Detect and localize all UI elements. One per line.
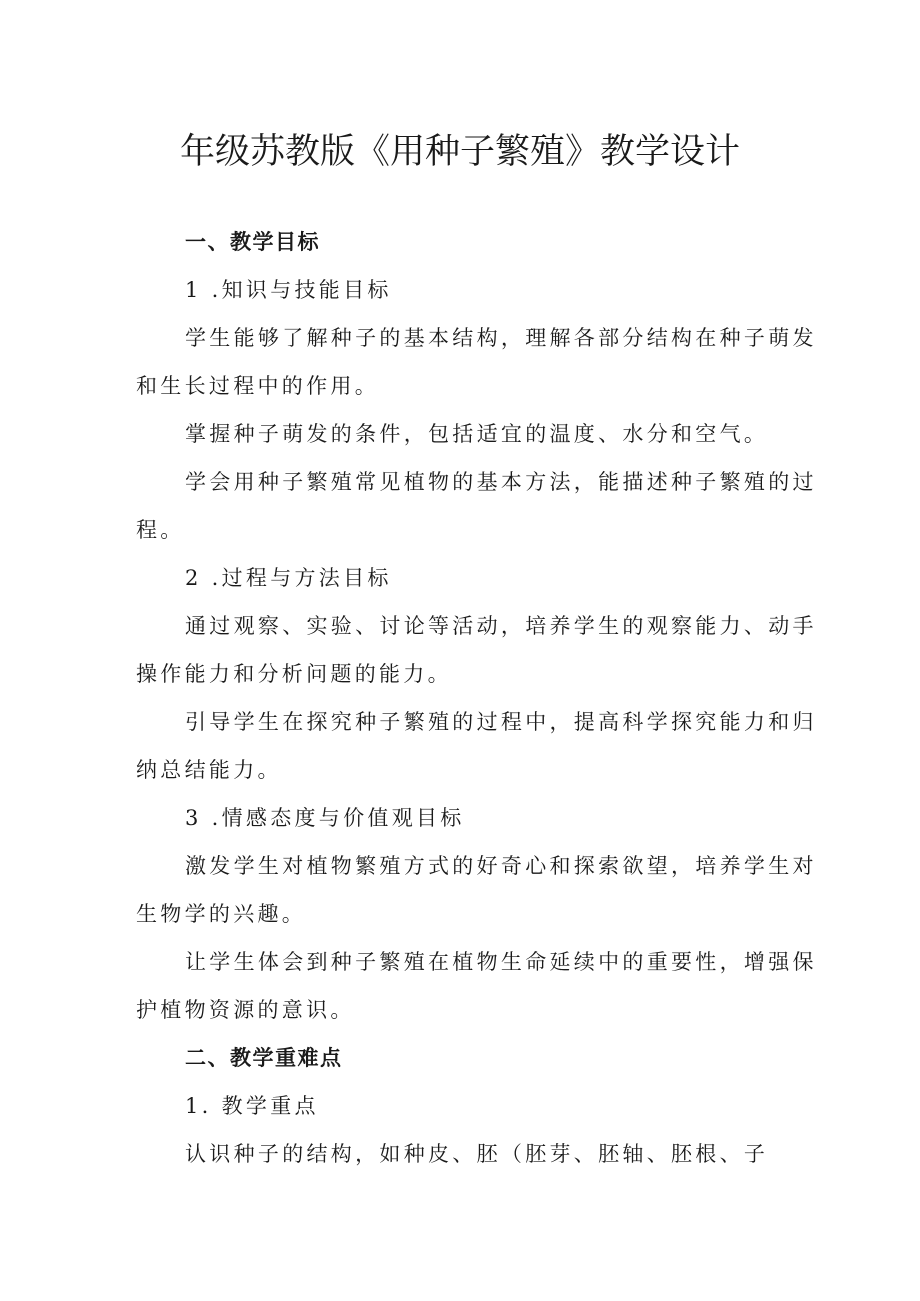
paragraph-line: 认识种子的结构，如种皮、胚（胚芽、胚轴、胚根、子	[185, 1142, 769, 1166]
paragraph-line: 生物学的兴趣。	[136, 902, 307, 926]
paragraph-line: 学生能够了解种子的基本结构，理解各部分结构在种子萌发	[185, 326, 817, 350]
paragraph-line: 引导学生在探究种子繁殖的过程中，提高科学探究能力和归	[185, 710, 817, 734]
paragraph-line: 通过观察、实验、讨论等活动，培养学生的观察能力、动手	[185, 614, 817, 638]
paragraph-line: 激发学生对植物繁殖方式的好奇心和探索欲望，培养学生对	[185, 854, 817, 878]
subheading-process-methods: 2 .过程与方法目标	[185, 566, 392, 590]
subheading-teaching-focus: 1. 教学重点	[185, 1094, 319, 1118]
paragraph-line: 操作能力和分析问题的能力。	[136, 662, 452, 686]
paragraph-line: 程。	[136, 518, 185, 542]
section-heading-teaching-goals: 一、教学目标	[185, 230, 320, 254]
subheading-knowledge-skills: 1 .知识与技能目标	[185, 278, 392, 302]
section-heading-key-points: 二、教学重难点	[185, 1046, 343, 1070]
paragraph-line: 纳总结能力。	[136, 758, 282, 782]
paragraph-line: 让学生体会到种子繁殖在植物生命延续中的重要性，增强保	[185, 950, 817, 974]
paragraph-line: 和生长过程中的作用。	[136, 374, 379, 398]
document-title: 年级苏教版《用种子繁殖》教学设计	[179, 132, 740, 172]
subheading-emotion-values: 3 .情感态度与价值观目标	[185, 806, 465, 830]
paragraph-line: 护植物资源的意识。	[136, 998, 355, 1022]
paragraph-line: 学会用种子繁殖常见植物的基本方法，能描述种子繁殖的过	[185, 470, 817, 494]
paragraph-line: 掌握种子萌发的条件，包括适宜的温度、水分和空气。	[185, 422, 769, 446]
